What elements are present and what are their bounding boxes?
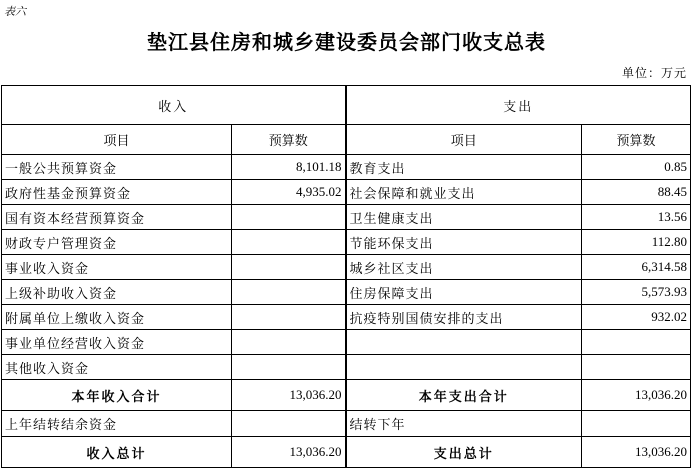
grand-total-row bbox=[2, 437, 691, 468]
expense-item-value: 6,314.58 bbox=[582, 255, 691, 280]
income-item-value bbox=[232, 330, 346, 355]
income-item-value bbox=[232, 205, 346, 230]
table-row bbox=[2, 355, 691, 380]
income-item-name: 国有资本经营预算资金 bbox=[2, 205, 232, 230]
carry-expense-label: 结转下年 bbox=[346, 411, 582, 437]
grand-expense-total-value: 13,036.20 bbox=[582, 437, 691, 468]
income-item-name: 其他收入资金 bbox=[2, 355, 232, 380]
year-total-row bbox=[2, 380, 691, 411]
expense-item-name: 卫生健康支出 bbox=[346, 205, 582, 230]
grand-income-total-value: 13,036.20 bbox=[232, 437, 346, 468]
table-body bbox=[2, 155, 691, 380]
expense-budget-header: 预算数 bbox=[582, 125, 691, 155]
table-row bbox=[2, 330, 691, 355]
expense-item-value: 5,573.93 bbox=[582, 280, 691, 305]
income-section-header: 收入 bbox=[2, 86, 346, 125]
income-item-value bbox=[232, 355, 346, 380]
carry-expense-value bbox=[582, 411, 691, 437]
table-row bbox=[2, 205, 691, 230]
expense-item-name: 抗疫特别国债安排的支出 bbox=[346, 305, 582, 330]
year-expense-total-label: 本年支出合计 bbox=[346, 380, 582, 411]
expense-item-name bbox=[346, 355, 582, 380]
expense-item-value: 0.85 bbox=[582, 155, 691, 180]
expense-item-name: 住房保障支出 bbox=[346, 280, 582, 305]
carry-over-row bbox=[2, 411, 691, 437]
expense-item-value bbox=[582, 355, 691, 380]
year-expense-total-value: 13,036.20 bbox=[582, 380, 691, 411]
expense-item-name: 城乡社区支出 bbox=[346, 255, 582, 280]
table-row bbox=[2, 280, 691, 305]
income-item-name: 一般公共预算资金 bbox=[2, 155, 232, 180]
table-row bbox=[2, 230, 691, 255]
income-item-value bbox=[232, 230, 346, 255]
revenue-expenditure-table bbox=[1, 85, 691, 468]
expense-item-value: 88.45 bbox=[582, 180, 691, 205]
income-item-header: 项目 bbox=[2, 125, 232, 155]
expense-item-value bbox=[582, 330, 691, 355]
income-item-name: 事业单位经营收入资金 bbox=[2, 330, 232, 355]
expense-item-name: 节能环保支出 bbox=[346, 230, 582, 255]
table-row bbox=[2, 155, 691, 180]
page-title: 垫江县住房和城乡建设委员会部门收支总表 bbox=[147, 30, 546, 54]
income-item-value: 8,101.18 bbox=[232, 155, 346, 180]
expense-item-name: 社会保障和就业支出 bbox=[346, 180, 582, 205]
income-item-value bbox=[232, 255, 346, 280]
expense-section-header: 支出 bbox=[346, 86, 691, 125]
expense-item-header: 项目 bbox=[346, 125, 582, 155]
carry-income-value bbox=[232, 411, 346, 437]
income-item-name: 事业收入资金 bbox=[2, 255, 232, 280]
income-item-value: 4,935.02 bbox=[232, 180, 346, 205]
income-item-name: 政府性基金预算资金 bbox=[2, 180, 232, 205]
income-item-name: 附属单位上缴收入资金 bbox=[2, 305, 232, 330]
grand-income-total-label: 收入总计 bbox=[2, 437, 232, 468]
expense-item-value: 13.56 bbox=[582, 205, 691, 230]
income-item-value bbox=[232, 305, 346, 330]
table-row bbox=[2, 180, 691, 205]
table-row bbox=[2, 305, 691, 330]
income-budget-header: 预算数 bbox=[232, 125, 346, 155]
income-item-name: 财政专户管理资金 bbox=[2, 230, 232, 255]
income-item-name: 上级补助收入资金 bbox=[2, 280, 232, 305]
income-item-value bbox=[232, 280, 346, 305]
table-number-label: 表六 bbox=[4, 5, 26, 18]
expense-item-value: 932.02 bbox=[582, 305, 691, 330]
year-income-total-label: 本年收入合计 bbox=[2, 380, 232, 411]
expense-item-name bbox=[346, 330, 582, 355]
table-row bbox=[2, 255, 691, 280]
expense-item-value: 112.80 bbox=[582, 230, 691, 255]
unit-label: 单位：万元 bbox=[621, 66, 687, 80]
grand-expense-total-label: 支出总计 bbox=[346, 437, 582, 468]
year-income-total-value: 13,036.20 bbox=[232, 380, 346, 411]
carry-income-label: 上年结转结余资金 bbox=[2, 411, 232, 437]
expense-item-name: 教育支出 bbox=[346, 155, 582, 180]
